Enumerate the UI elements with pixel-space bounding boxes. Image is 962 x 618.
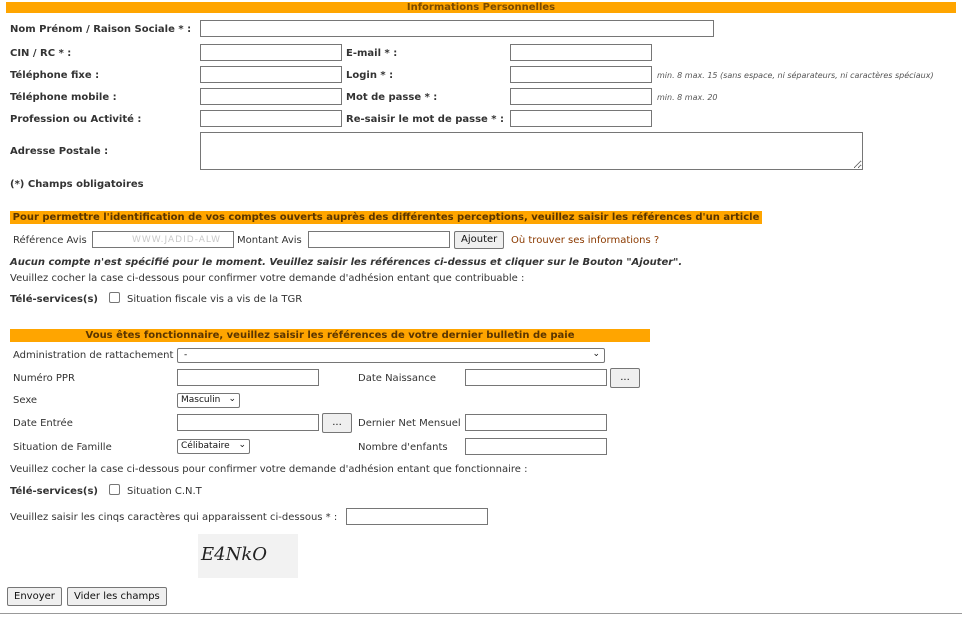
adresse-textarea[interactable] <box>200 132 863 170</box>
enfants-label: Nombre d'enfants <box>358 442 448 453</box>
teleservices-label-2: Télé-services(s) <box>10 486 99 497</box>
login-input[interactable] <box>510 66 652 83</box>
fonctionnaire-confirm-text: Veuillez cocher la case ci-dessous pour confirmer votre demande d'adhésion entant que fonctionnaire : <box>10 464 528 475</box>
remdp-label: Re-saisir le mot de passe * : <box>346 114 505 125</box>
montant-label: Montant Avis <box>237 235 302 246</box>
net-label: Dernier Net Mensuel <box>358 418 461 429</box>
naissance-label: Date Naissance <box>358 373 437 384</box>
chevron-down-icon: ⌄ <box>592 349 600 359</box>
ref-avis-label: Référence Avis <box>13 235 87 246</box>
teleservices-label-1: Télé-services(s) <box>10 294 99 305</box>
entree-input[interactable] <box>177 414 319 431</box>
profession-input[interactable] <box>200 110 342 127</box>
chevron-down-icon: ⌄ <box>228 394 236 404</box>
situation-fiscale-label: Situation fiscale vis a vis de la TGR <box>127 294 303 305</box>
contribuable-confirm-text: Veuillez cocher la case ci-dessous pour confirmer votre demande d'adhésion entant que contribuable : <box>10 273 525 284</box>
situation-cnt-label: Situation C.N.T <box>127 486 202 497</box>
section-personal-info-header: Informations Personnelles <box>6 2 956 13</box>
net-input[interactable] <box>465 414 607 431</box>
tel-fixe-input[interactable] <box>200 66 342 83</box>
vider-button[interactable]: Vider les champs <box>67 587 167 606</box>
nom-label: Nom Prénom / Raison Sociale * : <box>10 24 192 35</box>
captcha-image <box>198 534 298 578</box>
tel-fixe-label: Téléphone fixe : <box>10 70 100 81</box>
enfants-input[interactable] <box>465 438 607 455</box>
ppr-label: Numéro PPR <box>13 373 75 384</box>
section-accounts-header: Pour permettre l'identification de vos comptes ouverts auprès des différentes perceptions, veuillez saisir les références d'un article <box>10 211 762 224</box>
nom-input[interactable] <box>200 20 714 37</box>
cin-label: CIN / RC * : <box>10 48 72 59</box>
info-link[interactable]: Où trouver ses informations ? <box>511 235 660 246</box>
chevron-down-icon: ⌄ <box>238 440 246 450</box>
no-account-message: Aucun compte n'est spécifié pour le moment. Veuillez saisir les références ci-dessus et cliquer sur le Bouton "Ajouter". <box>10 257 683 268</box>
sexe-select[interactable] <box>177 393 240 408</box>
captcha-input[interactable] <box>346 508 488 525</box>
password-input[interactable] <box>510 88 652 105</box>
entree-label: Date Entrée <box>13 418 73 429</box>
ref-avis-watermark: WWW.JADID-ALW <box>132 235 221 245</box>
envoyer-button[interactable]: Envoyer <box>7 587 62 606</box>
sexe-select-value: Masculin <box>181 395 221 405</box>
password-hint: min. 8 max. 20 <box>657 93 718 102</box>
captcha-prompt: Veuillez saisir les cinqs caractères qui apparaissent ci-dessous * : <box>10 512 338 523</box>
naissance-date-picker-button[interactable]: ... <box>610 368 640 388</box>
ajouter-button[interactable]: Ajouter <box>454 231 504 249</box>
montant-input[interactable] <box>308 231 450 248</box>
admin-select[interactable] <box>177 348 605 363</box>
sexe-label: Sexe <box>13 395 38 406</box>
mdp-label: Mot de passe * : <box>346 92 438 103</box>
tel-mobile-input[interactable] <box>200 88 342 105</box>
email-label: E-mail * : <box>346 48 398 59</box>
email-input[interactable] <box>510 44 652 61</box>
cin-input[interactable] <box>200 44 342 61</box>
entree-date-picker-button[interactable]: ... <box>322 413 352 433</box>
password-confirm-input[interactable] <box>510 110 652 127</box>
famille-select-value: Célibataire <box>181 441 230 451</box>
tel-mobile-label: Téléphone mobile : <box>10 92 117 103</box>
famille-select[interactable] <box>177 439 250 454</box>
situation-cnt-checkbox[interactable] <box>109 484 120 495</box>
naissance-input[interactable] <box>465 369 607 386</box>
required-note: (*) Champs obligatoires <box>10 179 144 190</box>
bottom-divider <box>0 613 962 614</box>
ppr-input[interactable] <box>177 369 319 386</box>
login-label: Login * : <box>346 70 394 81</box>
admin-select-value: - <box>184 350 188 360</box>
admin-label: Administration de rattachement <box>13 350 174 361</box>
situation-fiscale-checkbox[interactable] <box>109 292 120 303</box>
adresse-label: Adresse Postale : <box>10 146 109 157</box>
section-fonctionnaire-header: Vous êtes fonctionnaire, veuillez saisir les références de votre dernier bulletin de paie <box>10 329 650 342</box>
profession-label: Profession ou Activité : <box>10 114 142 125</box>
famille-label: Situation de Famille <box>13 442 112 453</box>
login-hint: min. 8 max. 15 (sans espace, ni séparateurs, ni caractères spéciaux) <box>657 71 934 80</box>
captcha-code: E4NkO <box>201 544 268 565</box>
